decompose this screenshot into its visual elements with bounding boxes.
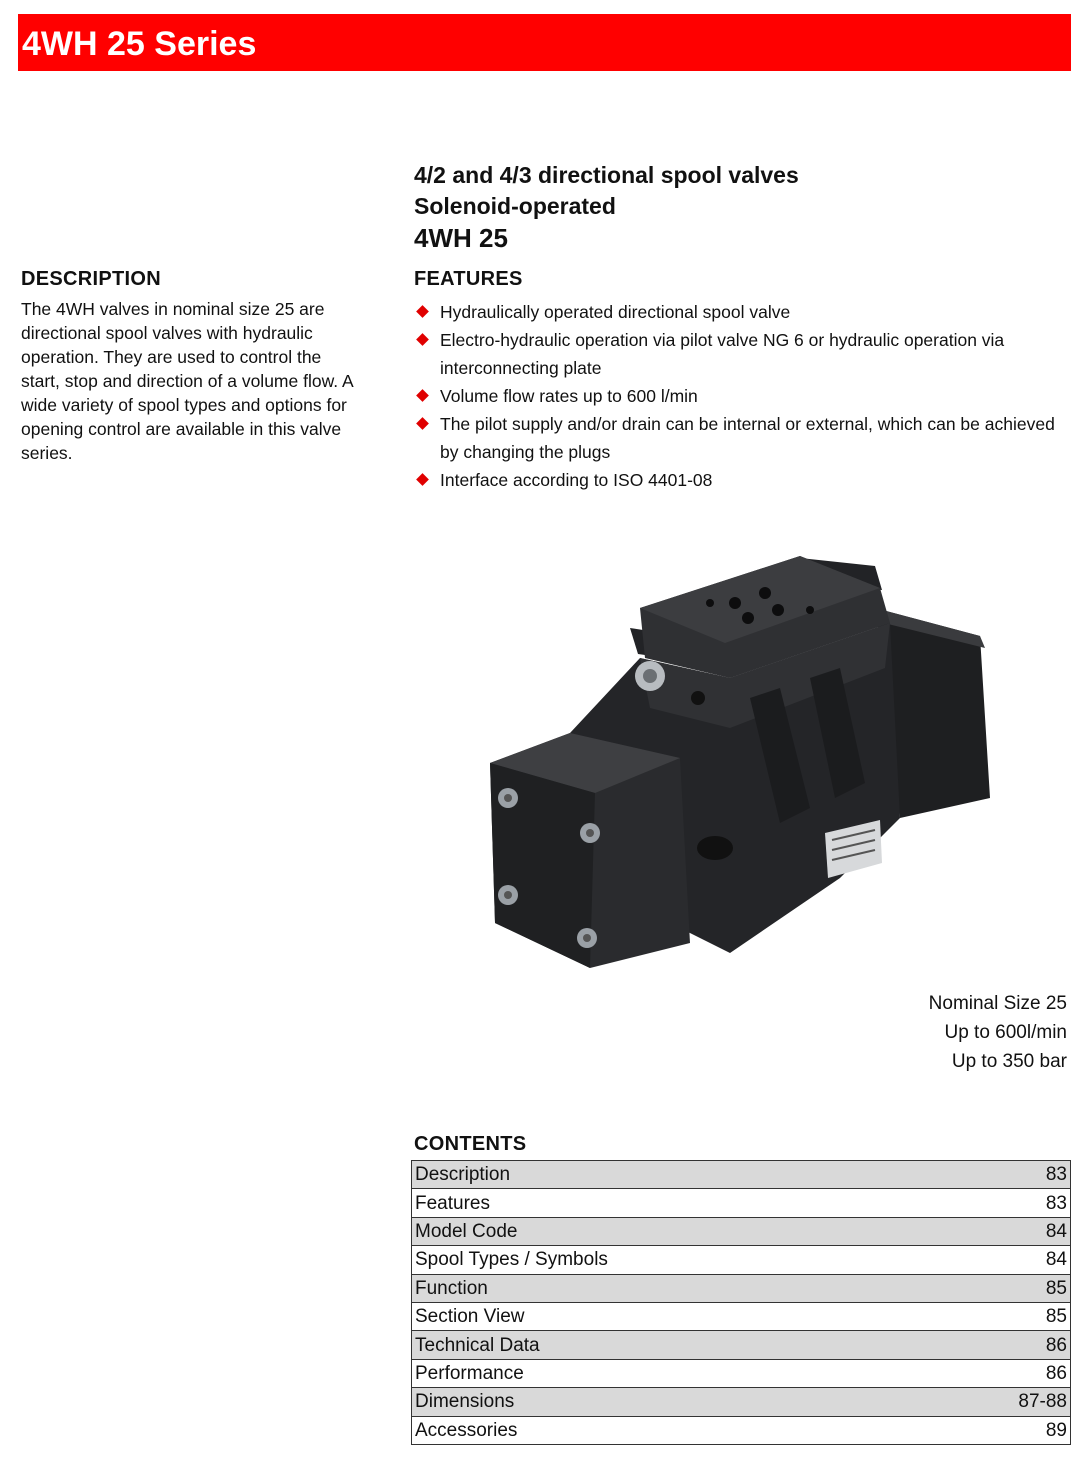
red-diamond-icon: [416, 389, 429, 402]
table-row[interactable]: [412, 1217, 1071, 1245]
contents-label: Accessories: [412, 1416, 928, 1444]
red-diamond-icon: [416, 417, 429, 430]
product-intro: [414, 160, 799, 254]
header-banner: [18, 14, 1071, 71]
description-text: The 4WH valves in nominal size 25 are directional spool valves with hydraulic operation. They are used to control the start, stop and direction of a volume flow. A wide variety of spool types and options for opening control are available in this valve series.: [21, 299, 353, 463]
red-diamond-icon: [416, 305, 429, 318]
contents-page: 83: [928, 1189, 1071, 1217]
spec-nominal-size: Nominal Size 25: [928, 993, 1067, 1014]
table-row[interactable]: [412, 1388, 1071, 1416]
features-heading: FEATURES: [414, 268, 523, 290]
valve-photo: [480, 548, 1000, 973]
table-row[interactable]: [412, 1246, 1071, 1274]
contents-label: Section View: [412, 1302, 928, 1330]
contents-page: 89: [928, 1416, 1071, 1444]
contents-label: Technical Data: [412, 1331, 928, 1359]
table-row[interactable]: [412, 1331, 1071, 1359]
contents-page: 87-88: [928, 1388, 1071, 1416]
contents-page: 85: [928, 1302, 1071, 1330]
feature-item: Hydraulically operated directional spool valve: [414, 298, 1074, 326]
page-title: 4WH 25 Series: [22, 25, 257, 63]
table-row[interactable]: [412, 1302, 1071, 1330]
contents-label: Model Code: [412, 1217, 928, 1245]
table-row[interactable]: [412, 1416, 1071, 1444]
spec-summary: [929, 989, 1067, 1076]
red-diamond-icon: [416, 473, 429, 486]
contents-label: Performance: [412, 1359, 928, 1387]
table-row[interactable]: [412, 1274, 1071, 1302]
red-diamond-icon: [416, 333, 429, 346]
spec-flow: Up to 600l/min: [944, 1022, 1067, 1043]
contents-page: 85: [928, 1274, 1071, 1302]
feature-item: Volume flow rates up to 600 l/min: [414, 382, 1074, 410]
feature-item: Interface according to ISO 4401-08: [414, 466, 1074, 494]
contents-page: 84: [928, 1246, 1071, 1274]
contents-label: Features: [412, 1189, 928, 1217]
contents-heading: CONTENTS: [414, 1133, 527, 1155]
contents-page: 84: [928, 1217, 1071, 1245]
contents-label: Dimensions: [412, 1388, 928, 1416]
intro-line-operation: Solenoid-operated: [414, 193, 616, 219]
table-row[interactable]: [412, 1161, 1071, 1189]
table-row[interactable]: [412, 1359, 1071, 1387]
features-list: [414, 298, 1074, 494]
table-row[interactable]: [412, 1189, 1071, 1217]
contents-label: Description: [412, 1161, 928, 1189]
intro-line-type: 4/2 and 4/3 directional spool valves: [414, 162, 799, 188]
contents-page: 83: [928, 1161, 1071, 1189]
contents-page: 86: [928, 1331, 1071, 1359]
contents-page: 86: [928, 1359, 1071, 1387]
contents-label: Function: [412, 1274, 928, 1302]
description-heading: DESCRIPTION: [21, 268, 161, 290]
contents-table: [411, 1160, 1071, 1445]
intro-line-model: 4WH 25: [414, 223, 508, 253]
feature-item: The pilot supply and/or drain can be internal or external, which can be achieved by changing the plugs: [414, 410, 1074, 466]
feature-item: Electro-hydraulic operation via pilot valve NG 6 or hydraulic operation via interconnecting plate: [414, 326, 1074, 382]
spec-pressure: Up to 350 bar: [951, 1051, 1067, 1072]
contents-label: Spool Types / Symbols: [412, 1246, 928, 1274]
